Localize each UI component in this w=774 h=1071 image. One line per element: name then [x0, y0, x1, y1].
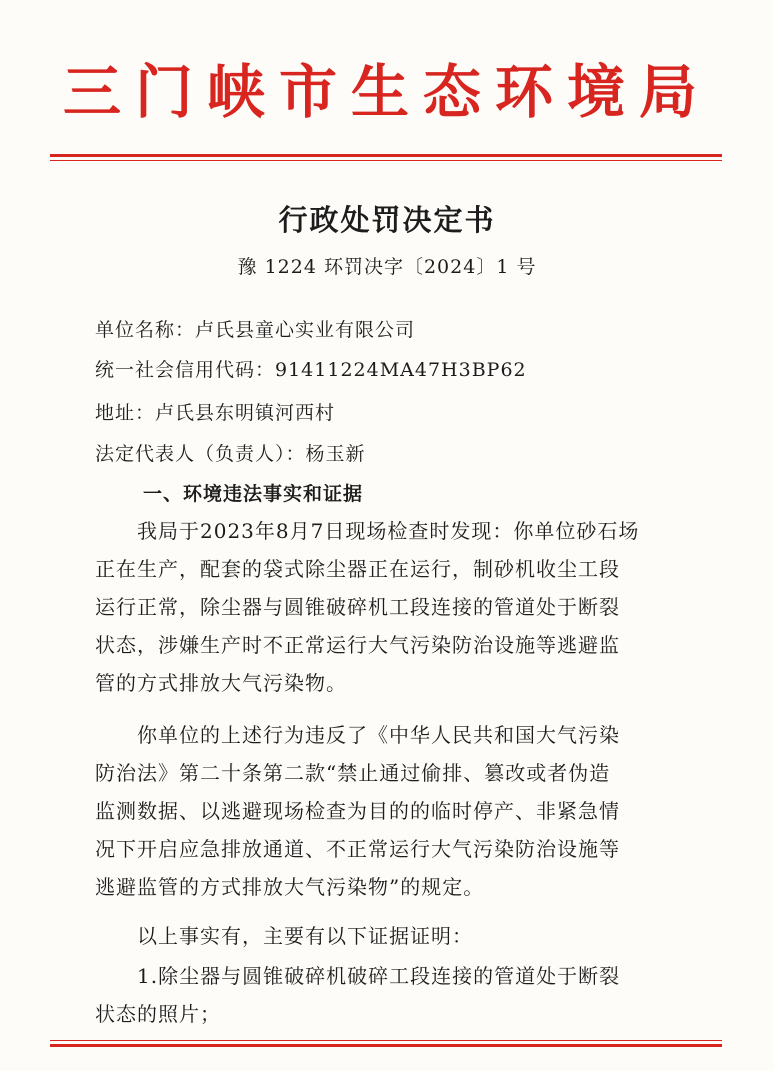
paragraph-line: 状态，涉嫌生产时不正常运行大气污染防治设施等逃避监	[95, 633, 620, 657]
paragraph-line: 逃避监管的方式排放大气污染物”的规定。	[95, 875, 485, 899]
header-rule-thin	[50, 160, 722, 161]
header-rule-thick	[50, 154, 722, 157]
paragraph-line: 我局于2023年8月7日现场检查时发现：你单位砂石场	[95, 519, 640, 543]
address: 地址：卢氏县东明镇河西村	[95, 402, 336, 424]
footer-rule-thick	[50, 1044, 722, 1047]
paragraph-line: 管的方式排放大气污染物。	[95, 671, 347, 695]
paragraph-evidence-item-1	[95, 957, 695, 1033]
document-number: 豫 1224 环罚决字〔2024〕1 号	[237, 256, 537, 278]
paragraph-facts	[95, 512, 695, 702]
unit-name: 单位名称：卢氏县童心实业有限公司	[95, 319, 416, 341]
paragraph-violation	[95, 716, 695, 906]
paragraph-line: 1.除尘器与圆锥破碎机破碎工段连接的管道处于断裂	[95, 964, 621, 988]
credit-code: 统一社会信用代码：91411224MA47H3BP62	[95, 359, 527, 381]
footer-rule-thin	[50, 1040, 722, 1041]
legal-representative: 法定代表人（负责人）：杨玉新	[95, 443, 366, 465]
paragraph-line: 你单位的上述行为违反了《中华人民共和国大气污染	[95, 723, 620, 747]
section-heading: 一、环境违法事实和证据	[143, 483, 364, 505]
paragraph-line: 防治法》第二十条第二款“禁止通过偷排、篡改或者伪造	[95, 761, 611, 785]
paragraph-line: 以上事实有，主要有以下证据证明：	[95, 924, 473, 948]
paragraph-line: 运行正常，除尘器与圆锥破碎机工段连接的管道处于断裂	[95, 595, 620, 619]
paragraph-evidence-intro	[95, 917, 695, 955]
paragraph-line: 况下开启应急排放通道、不正常运行大气污染防治设施等	[95, 837, 620, 861]
paragraph-line: 状态的照片；	[95, 1002, 221, 1026]
paragraph-line: 正在生产，配套的袋式除尘器正在运行，制砂机收尘工段	[95, 557, 620, 581]
document-title: 行政处罚决定书	[278, 203, 496, 237]
paragraph-line: 监测数据、以逃避现场检查为目的的临时停产、非紧急情	[95, 799, 620, 823]
letterhead-title: 三门峡市生态环境局	[62, 58, 711, 126]
